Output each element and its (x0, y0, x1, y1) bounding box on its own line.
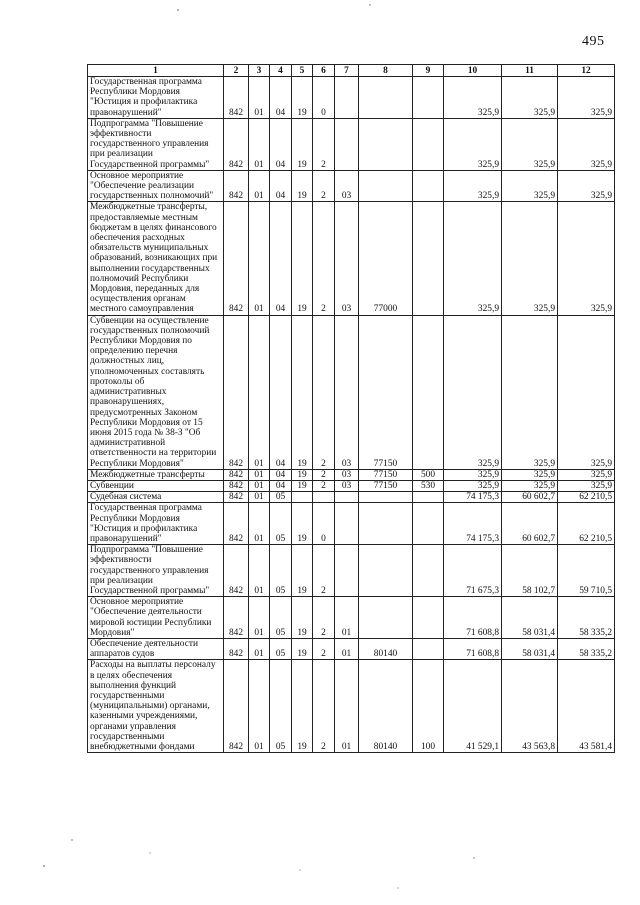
col-8-cell (359, 492, 413, 503)
row-label-cell: Судебная система (88, 492, 224, 503)
col-9-cell (413, 170, 444, 202)
row-label-cell: Подпрограмма "Повышение эффективности государственного управления при реализации Государственной программы" (88, 545, 224, 597)
col-9-cell: 500 (413, 469, 444, 480)
col-10-cell: 325,9 (444, 202, 502, 315)
col-9-cell (413, 545, 444, 597)
column-header: 1 (88, 65, 224, 77)
col-6-cell: 2 (313, 469, 335, 480)
col-12-cell: 325,9 (558, 480, 615, 491)
col-7-cell (335, 492, 359, 503)
col-8-cell: 77000 (359, 202, 413, 315)
col-12-cell: 59 710,5 (558, 545, 615, 597)
col-6-cell: 2 (313, 202, 335, 315)
col-10-cell: 325,9 (444, 315, 502, 469)
col-3-cell: 01 (249, 503, 270, 545)
col-10-cell: 41 529,1 (444, 660, 502, 753)
col-3-cell: 01 (249, 469, 270, 480)
col-10-cell: 325,9 (444, 469, 502, 480)
col-10-cell: 325,9 (444, 77, 502, 119)
column-header: 4 (270, 65, 292, 77)
col-10-cell: 71 608,8 (444, 597, 502, 639)
col-12-cell: 325,9 (558, 170, 615, 202)
col-7-cell (335, 77, 359, 119)
col-3-cell: 01 (249, 660, 270, 753)
col-7-cell: 03 (335, 315, 359, 469)
col-6-cell: 2 (313, 480, 335, 491)
col-9-cell: 530 (413, 480, 444, 491)
col-11-cell: 58 031,4 (502, 597, 558, 639)
col-2-cell: 842 (224, 492, 249, 503)
col-10-cell: 74 175,3 (444, 492, 502, 503)
col-10-cell: 325,9 (444, 170, 502, 202)
col-8-cell: 80140 (359, 660, 413, 753)
col-4-cell: 05 (270, 597, 292, 639)
col-5-cell: 19 (292, 170, 313, 202)
col-10-cell: 325,9 (444, 118, 502, 170)
column-header: 5 (292, 65, 313, 77)
col-5-cell: 19 (292, 503, 313, 545)
col-8-cell (359, 170, 413, 202)
col-6-cell: 2 (313, 597, 335, 639)
col-11-cell: 325,9 (502, 469, 558, 480)
col-9-cell (413, 202, 444, 315)
col-4-cell: 04 (270, 469, 292, 480)
col-6-cell: 2 (313, 545, 335, 597)
col-7-cell: 03 (335, 480, 359, 491)
col-9-cell (413, 638, 444, 659)
col-10-cell: 71 675,3 (444, 545, 502, 597)
row-label-cell: Государственная программа Республики Мордовия "Юстиция и профилактика правонарушений" (88, 77, 224, 119)
col-4-cell: 04 (270, 202, 292, 315)
col-2-cell: 842 (224, 545, 249, 597)
col-10-cell: 74 175,3 (444, 503, 502, 545)
col-3-cell: 01 (249, 77, 270, 119)
col-8-cell: 77150 (359, 469, 413, 480)
col-7-cell: 03 (335, 202, 359, 315)
col-2-cell: 842 (224, 469, 249, 480)
col-5-cell: 19 (292, 660, 313, 753)
col-2-cell: 842 (224, 77, 249, 119)
row-label-cell: Государственная программа Республики Мордовия "Юстиция и профилактика правонарушений" (88, 503, 224, 545)
col-8-cell: 80140 (359, 638, 413, 659)
col-11-cell: 58 102,7 (502, 545, 558, 597)
col-12-cell: 58 335,2 (558, 638, 615, 659)
col-6-cell: 2 (313, 170, 335, 202)
table-row (88, 492, 615, 503)
col-5-cell: 19 (292, 638, 313, 659)
col-4-cell: 04 (270, 170, 292, 202)
col-11-cell: 325,9 (502, 315, 558, 469)
col-12-cell: 62 210,5 (558, 492, 615, 503)
col-11-cell: 60 602,7 (502, 492, 558, 503)
col-2-cell: 842 (224, 660, 249, 753)
row-label-cell: Расходы на выплаты персоналу в целях обеспечения выполнения функций государственными (муниципальными) органами, казенными учреждениями, органами управления государственными внебюджетными фондами (88, 660, 224, 753)
col-3-cell: 01 (249, 202, 270, 315)
col-4-cell: 05 (270, 503, 292, 545)
table-row (88, 638, 615, 659)
column-header: 7 (335, 65, 359, 77)
col-12-cell: 325,9 (558, 118, 615, 170)
col-4-cell: 04 (270, 77, 292, 119)
col-7-cell: 03 (335, 469, 359, 480)
page-number: 495 (582, 34, 605, 49)
row-label-cell: Субвенции на осуществление государственных полномочий Республики Мордовия по определению перечня должностных лиц, уполномоченных составлять протоколы об административных правонарушениях, предусмотренных Законом Республики Мордовия от 15 июня 2015 года № 38-З "Об административной ответственности на территории Республики Мордовия" (88, 315, 224, 469)
table-header-row (88, 65, 615, 77)
table-row (88, 503, 615, 545)
col-11-cell: 325,9 (502, 480, 558, 491)
col-2-cell: 842 (224, 597, 249, 639)
column-header: 8 (359, 65, 413, 77)
col-7-cell: 01 (335, 660, 359, 753)
col-8-cell: 77150 (359, 315, 413, 469)
col-7-cell (335, 503, 359, 545)
column-header: 11 (502, 65, 558, 77)
col-3-cell: 01 (249, 315, 270, 469)
col-9-cell (413, 503, 444, 545)
col-7-cell (335, 118, 359, 170)
row-label-cell: Межбюджетные трансферты, предоставляемые местным бюджетам в целях финансового обеспечения расходных обязательств муниципальных образований, возникающих при выполнении государственных полномочий Республики Мордовия, переданных для осуществления органам местного самоуправления (88, 202, 224, 315)
column-header: 10 (444, 65, 502, 77)
col-5-cell (292, 492, 313, 503)
col-11-cell: 43 563,8 (502, 660, 558, 753)
col-3-cell: 01 (249, 638, 270, 659)
col-4-cell: 05 (270, 545, 292, 597)
col-6-cell: 2 (313, 638, 335, 659)
col-11-cell: 60 602,7 (502, 503, 558, 545)
col-2-cell: 842 (224, 202, 249, 315)
col-8-cell (359, 545, 413, 597)
table-row (88, 545, 615, 597)
col-6-cell: 2 (313, 118, 335, 170)
col-9-cell (413, 597, 444, 639)
col-9-cell (413, 118, 444, 170)
col-8-cell (359, 118, 413, 170)
col-2-cell: 842 (224, 315, 249, 469)
col-9-cell (413, 315, 444, 469)
col-11-cell: 325,9 (502, 118, 558, 170)
col-3-cell: 01 (249, 170, 270, 202)
col-12-cell: 43 581,4 (558, 660, 615, 753)
col-5-cell: 19 (292, 480, 313, 491)
col-7-cell: 03 (335, 170, 359, 202)
col-6-cell (313, 492, 335, 503)
col-8-cell (359, 597, 413, 639)
col-11-cell: 325,9 (502, 170, 558, 202)
col-8-cell: 77150 (359, 480, 413, 491)
row-label-cell: Основное мероприятие "Обеспечение реализации государственных полномочий" (88, 170, 224, 202)
col-5-cell: 19 (292, 597, 313, 639)
col-12-cell: 325,9 (558, 77, 615, 119)
col-7-cell: 01 (335, 638, 359, 659)
col-12-cell: 58 335,2 (558, 597, 615, 639)
col-5-cell: 19 (292, 469, 313, 480)
col-12-cell: 62 210,5 (558, 503, 615, 545)
column-header: 2 (224, 65, 249, 77)
row-label-cell: Основное мероприятие "Обеспечение деятельности мировой юстиции Республики Мордовия" (88, 597, 224, 639)
col-5-cell: 19 (292, 545, 313, 597)
col-3-cell: 01 (249, 480, 270, 491)
col-4-cell: 05 (270, 638, 292, 659)
col-11-cell: 58 031,4 (502, 638, 558, 659)
col-2-cell: 842 (224, 480, 249, 491)
col-3-cell: 01 (249, 492, 270, 503)
col-8-cell (359, 503, 413, 545)
col-6-cell: 0 (313, 503, 335, 545)
col-5-cell: 19 (292, 202, 313, 315)
col-4-cell: 04 (270, 480, 292, 491)
col-12-cell: 325,9 (558, 315, 615, 469)
table-row (88, 315, 615, 469)
col-11-cell: 325,9 (502, 202, 558, 315)
col-12-cell: 325,9 (558, 469, 615, 480)
table-row (88, 660, 615, 753)
table-row (88, 480, 615, 491)
table-row (88, 170, 615, 202)
col-5-cell: 19 (292, 77, 313, 119)
col-2-cell: 842 (224, 503, 249, 545)
col-6-cell: 0 (313, 77, 335, 119)
col-3-cell: 01 (249, 545, 270, 597)
budget-table (87, 64, 615, 753)
column-header: 9 (413, 65, 444, 77)
row-label-cell: Межбюджетные трансферты (88, 469, 224, 480)
col-5-cell: 19 (292, 118, 313, 170)
column-header: 6 (313, 65, 335, 77)
col-9-cell (413, 77, 444, 119)
col-7-cell: 01 (335, 597, 359, 639)
col-11-cell: 325,9 (502, 77, 558, 119)
col-4-cell: 05 (270, 660, 292, 753)
row-label-cell: Подпрограмма "Повышение эффективности государственного управления при реализации Государственной программы" (88, 118, 224, 170)
col-12-cell: 325,9 (558, 202, 615, 315)
col-5-cell: 19 (292, 315, 313, 469)
col-4-cell: 05 (270, 492, 292, 503)
col-7-cell (335, 545, 359, 597)
col-6-cell: 2 (313, 660, 335, 753)
col-4-cell: 04 (270, 315, 292, 469)
column-header: 3 (249, 65, 270, 77)
row-label-cell: Обеспечение деятельности аппаратов судов (88, 638, 224, 659)
col-4-cell: 04 (270, 118, 292, 170)
col-2-cell: 842 (224, 638, 249, 659)
table-row (88, 202, 615, 315)
col-9-cell (413, 492, 444, 503)
col-3-cell: 01 (249, 118, 270, 170)
col-2-cell: 842 (224, 118, 249, 170)
col-2-cell: 842 (224, 170, 249, 202)
table-row (88, 469, 615, 480)
row-label-cell: Субвенции (88, 480, 224, 491)
col-10-cell: 325,9 (444, 480, 502, 491)
table-row (88, 118, 615, 170)
col-8-cell (359, 77, 413, 119)
table-row (88, 77, 615, 119)
column-header: 12 (558, 65, 615, 77)
table-body (88, 77, 615, 753)
col-3-cell: 01 (249, 597, 270, 639)
table-row (88, 597, 615, 639)
col-6-cell: 2 (313, 315, 335, 469)
col-9-cell: 100 (413, 660, 444, 753)
col-10-cell: 71 608,8 (444, 638, 502, 659)
